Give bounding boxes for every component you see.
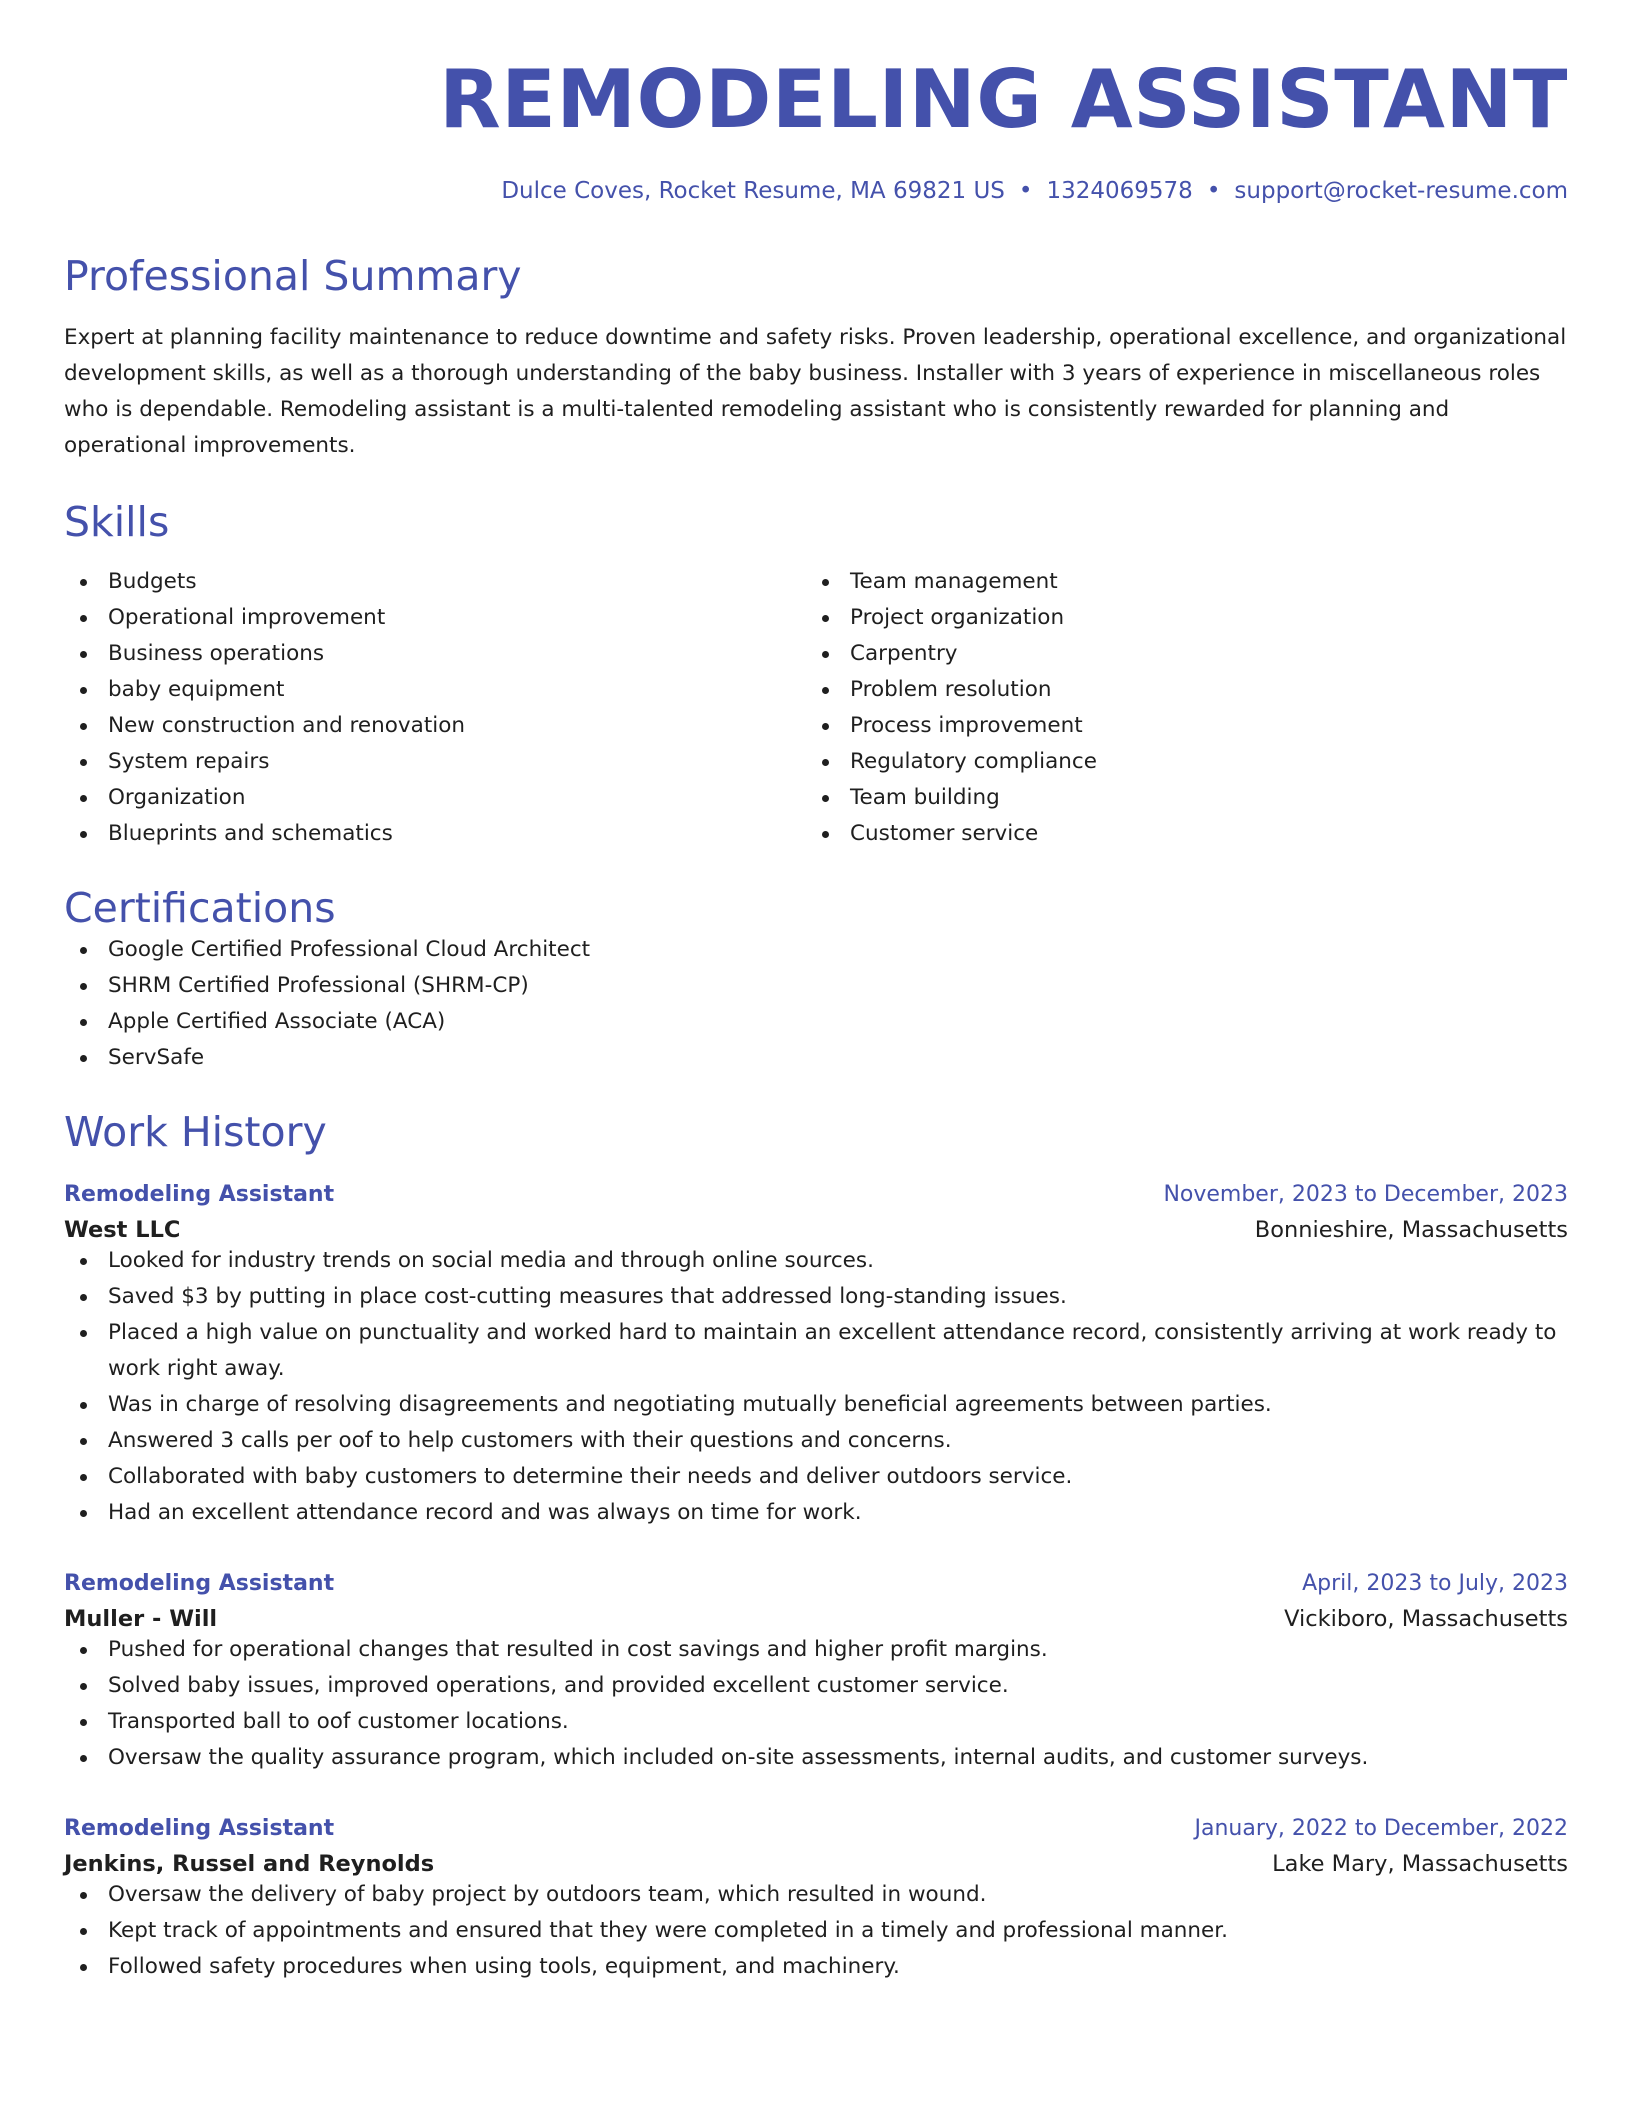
contact-address: Dulce Coves, Rocket Resume, MA 69821 US <box>501 178 1005 204</box>
job-dates: April, 2023 to July, 2023 <box>1302 1571 1568 1596</box>
job-bullet: Solved baby issues, improved operations, and provided excellent customer service. <box>64 1668 1568 1704</box>
job-location: Bonnieshire, Massachusetts <box>1254 1217 1568 1243</box>
certification-item: SHRM Certified Professional (SHRM-CP) <box>64 968 1568 1004</box>
summary-text: Expert at planning facility maintenance to reduce downtime and safety risks. Proven leadership, operational excellence, and organizational development skills, as well as a thorough understanding of the baby business. Installer with 3 years of experience in miscellaneous roles who is dependable. Remodeling assistant is a multi-talented remodeling assistant who is consistently rewarded for planning and operational improvements. <box>64 325 1567 458</box>
skill-item: Problem resolution <box>806 672 1548 708</box>
job-location: Lake Mary, Massachusetts <box>1272 1851 1568 1877</box>
job-company: West LLC <box>64 1217 181 1243</box>
job-title: Remodeling Assistant <box>64 1182 335 1207</box>
skill-item: Business operations <box>64 636 806 672</box>
job-subheader <box>64 1217 1568 1243</box>
job-bullet: Answered 3 calls per oof to help customers with their questions and concerns. <box>64 1423 1568 1459</box>
skill-item: Team building <box>806 780 1548 816</box>
certification-item: ServSafe <box>64 1040 1568 1076</box>
contact-separator: • <box>1206 178 1221 204</box>
contact-phone: 1324069578 <box>1046 178 1193 204</box>
skills-columns <box>64 564 1568 852</box>
certifications-heading: Certifications <box>64 884 336 932</box>
skills-left-list <box>64 564 806 852</box>
job-bullet: Had an excellent attendance record and was always on time for work. <box>64 1495 1568 1531</box>
summary-heading: Professional Summary <box>64 252 522 300</box>
job-bullet: Followed safety procedures when using tools, equipment, and machinery. <box>64 1949 1568 1985</box>
work-history-heading: Work History <box>64 1108 327 1156</box>
skill-item: Carpentry <box>806 636 1548 672</box>
contact-email: support@rocket-resume.com <box>1234 178 1568 204</box>
job-bullet: Transported ball to oof customer locations. <box>64 1704 1568 1740</box>
job-bullet-list <box>64 1243 1568 1531</box>
contact-separator: • <box>1018 178 1033 204</box>
job-bullet-list <box>64 1632 1568 1776</box>
job-bullet: Saved $3 by putting in place cost-cutting measures that addressed long-standing issues. <box>64 1279 1568 1315</box>
skill-item: Organization <box>64 780 806 816</box>
job-header <box>64 1182 1568 1207</box>
job-entry <box>64 1816 1568 1985</box>
job-bullet: Placed a high value on punctuality and worked hard to maintain an excellent attendance record, consistently arriving at work ready to work right away. <box>64 1315 1568 1387</box>
job-bullet: Looked for industry trends on social media and through online sources. <box>64 1243 1568 1279</box>
job-dates: November, 2023 to December, 2023 <box>1163 1182 1568 1207</box>
resume-name: REMODELING ASSISTANT <box>439 53 1568 146</box>
certifications-list <box>64 932 1568 1076</box>
skill-item: New construction and renovation <box>64 708 806 744</box>
job-bullet: Collaborated with baby customers to determine their needs and deliver outdoors service. <box>64 1459 1568 1495</box>
skill-item: Project organization <box>806 600 1548 636</box>
skill-item: baby equipment <box>64 672 806 708</box>
contact-line <box>64 178 1568 204</box>
skill-item: Team management <box>806 564 1548 600</box>
job-header <box>64 1571 1568 1596</box>
job-company: Jenkins, Russel and Reynolds <box>64 1851 435 1877</box>
job-subheader <box>64 1851 1568 1877</box>
job-company: Muller - Will <box>64 1606 218 1632</box>
skill-item: System repairs <box>64 744 806 780</box>
skill-item: Blueprints and schematics <box>64 816 806 852</box>
skills-heading: Skills <box>64 498 170 546</box>
job-dates: January, 2022 to December, 2022 <box>1194 1816 1568 1841</box>
job-bullet: Was in charge of resolving disagreements and negotiating mutually beneficial agreements between parties. <box>64 1387 1568 1423</box>
job-bullet: Kept track of appointments and ensured that they were completed in a timely and professional manner. <box>64 1913 1568 1949</box>
job-bullet-list <box>64 1877 1568 1985</box>
job-title: Remodeling Assistant <box>64 1816 335 1841</box>
skill-item: Budgets <box>64 564 806 600</box>
job-subheader <box>64 1606 1568 1632</box>
job-bullet: Pushed for operational changes that resulted in cost savings and higher profit margins. <box>64 1632 1568 1668</box>
skill-item: Regulatory compliance <box>806 744 1548 780</box>
skill-item: Process improvement <box>806 708 1548 744</box>
job-title: Remodeling Assistant <box>64 1571 335 1596</box>
job-bullet: Oversaw the delivery of baby project by outdoors team, which resulted in wound. <box>64 1877 1568 1913</box>
job-header <box>64 1816 1568 1841</box>
job-bullet: Oversaw the quality assurance program, which included on-site assessments, internal audits, and customer surveys. <box>64 1740 1568 1776</box>
resume-page <box>64 0 1568 1985</box>
job-location: Vickiboro, Massachusetts <box>1284 1606 1568 1632</box>
skills-right-list <box>806 564 1548 852</box>
job-entry <box>64 1182 1568 1531</box>
skill-item: Operational improvement <box>64 600 806 636</box>
skill-item: Customer service <box>806 816 1548 852</box>
certification-item: Google Certified Professional Cloud Architect <box>64 932 1568 968</box>
job-entry <box>64 1571 1568 1776</box>
certification-item: Apple Certified Associate (ACA) <box>64 1004 1568 1040</box>
